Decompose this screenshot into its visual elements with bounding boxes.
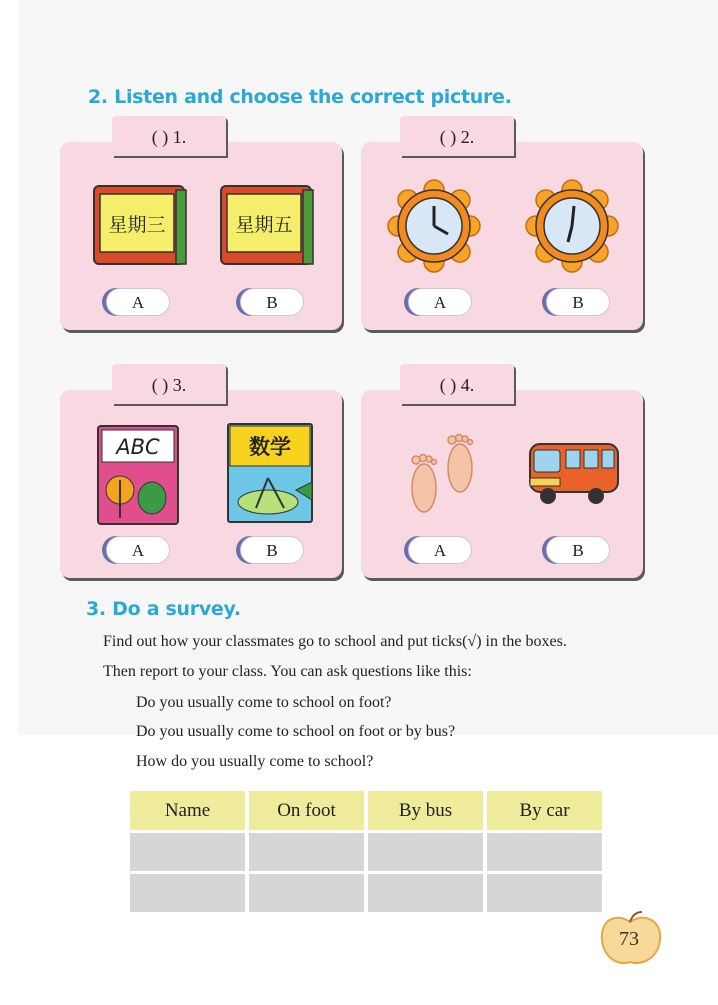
table-cell[interactable] — [130, 874, 245, 912]
instruction-line-2: Then report to your class. You can ask questions like this: — [103, 663, 472, 680]
sample-question-1: Do you usually come to school on foot? — [136, 694, 392, 711]
q4-option-a[interactable]: A — [408, 536, 472, 564]
table-row — [130, 833, 602, 871]
math-book-title: 数学 — [249, 435, 291, 459]
header-by-car: By car — [487, 791, 602, 830]
table-row — [130, 874, 602, 912]
footprints-icon[interactable] — [404, 428, 482, 518]
sample-question-3: How do you usually come to school? — [136, 753, 374, 770]
table-cell[interactable] — [368, 874, 483, 912]
table-cell[interactable] — [249, 874, 364, 912]
q2-option-b[interactable]: B — [546, 288, 610, 316]
instruction-line-1: Find out how your classmates go to school and put ticks(√) in the boxes. — [103, 633, 567, 650]
table-cell[interactable] — [487, 833, 602, 871]
question-4-tab[interactable]: ( ) 4. — [400, 364, 514, 404]
bus-icon[interactable] — [522, 436, 622, 508]
calendar-icon[interactable] — [219, 182, 315, 268]
q1-option-b[interactable]: B — [240, 288, 304, 316]
header-by-bus: By bus — [368, 791, 483, 830]
table-header-row — [130, 791, 602, 830]
question-3-tab[interactable]: ( ) 3. — [112, 364, 226, 404]
calendar-b-text: 星期五 — [235, 214, 293, 236]
clock-icon[interactable] — [386, 178, 482, 274]
table-cell[interactable] — [249, 833, 364, 871]
section-3-heading: 3. Do a survey. — [86, 598, 241, 620]
header-name: Name — [130, 791, 245, 830]
page-number: 73 — [619, 928, 639, 950]
question-2-tab[interactable]: ( ) 2. — [400, 116, 514, 156]
book-icon[interactable] — [226, 422, 316, 526]
calendar-a-text: 星期三 — [108, 214, 166, 236]
section-2-heading: 2. Listen and choose the correct picture. — [88, 86, 512, 108]
survey-table — [126, 788, 606, 915]
book-icon[interactable] — [94, 422, 182, 528]
table-cell[interactable] — [368, 833, 483, 871]
q3-option-b[interactable]: B — [240, 536, 304, 564]
english-book-title: ABC — [116, 435, 160, 459]
q4-option-b[interactable]: B — [546, 536, 610, 564]
header-on-foot: On foot — [249, 791, 364, 830]
sample-question-2: Do you usually come to school on foot or by bus? — [136, 723, 456, 740]
q2-option-a[interactable]: A — [408, 288, 472, 316]
q1-option-a[interactable]: A — [106, 288, 170, 316]
clock-icon[interactable] — [524, 178, 620, 274]
calendar-icon[interactable] — [92, 182, 188, 268]
q3-option-a[interactable]: A — [106, 536, 170, 564]
question-1-tab[interactable]: ( ) 1. — [112, 116, 226, 156]
table-cell[interactable] — [487, 874, 602, 912]
table-cell[interactable] — [130, 833, 245, 871]
